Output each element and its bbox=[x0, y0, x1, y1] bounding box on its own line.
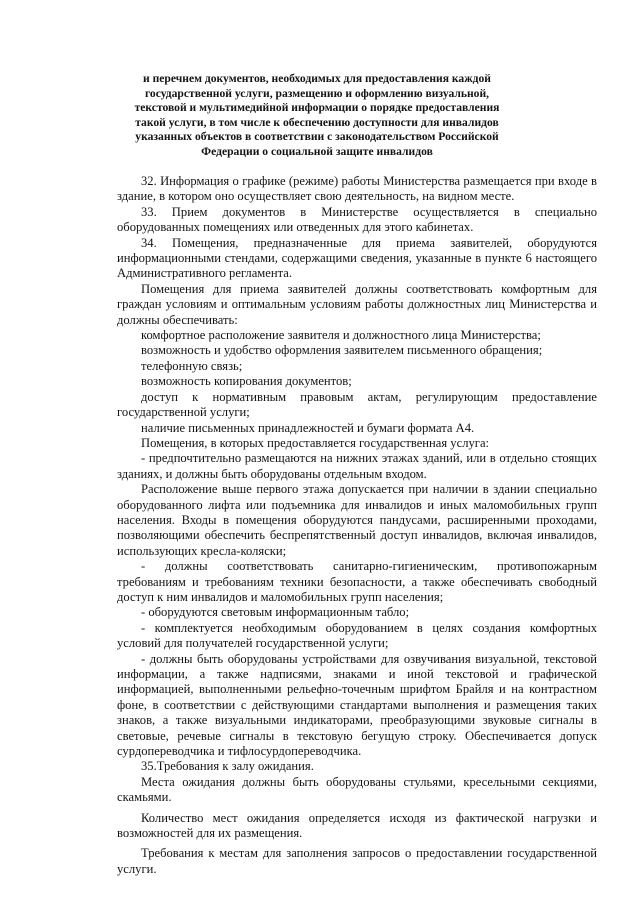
list-item: - оборудуются световым информационным табло; bbox=[141, 605, 410, 620]
list-item: возможность и удобство оформления заявителем письменного обращения; bbox=[141, 343, 543, 358]
list-item: - должны соответствовать санитарно-гигиеническим, противопожарным требованиям и требованиям техники безопасности, а также обеспечивать свободный доступ к ним инвалидов и маломобильных групп населения; bbox=[117, 559, 597, 604]
list-item: возможность копирования документов; bbox=[141, 374, 352, 389]
paragraph-33: 33. Прием документов в Министерстве осуществляется в специально оборудованных помещениях или отведенных для этого кабинетах. bbox=[117, 204, 597, 235]
paragraph-service-premises: Помещения, в которых предоставляется государственная услуга: bbox=[141, 435, 490, 450]
list-item: - предпочтительно размещаются на нижних этажах зданий, или в отдельно стоящих зданиях, и должны быть оборудованы отдельным входом. bbox=[117, 451, 597, 481]
paragraph-32: 32. Информация о графике (режиме) работы Министерства размещается при входе в здание, в котором оно осуществляет свою деятельность, на видном месте. bbox=[117, 174, 597, 204]
paragraph-request-places: Требования к местам для заполнения запросов о предоставлении государственной услуги. bbox=[117, 846, 597, 876]
section-heading: и перечнем документов, необходимых для предоставления каждой государственной услуги, размещению и оформлению визуальной, текстовой и мультимедийной информации о порядке предоставления такой услуги, в том числе к обеспечению доступности для инвалидов указанных объектов в соответствии с законодательством Российской Федерации о социальной защите инвалидов bbox=[134, 72, 500, 158]
paragraph-premises-requirements: Помещения для приема заявителей должны соответствовать комфортным для граждан условиям и оптимальным условиям работы должностных лиц Министерства и должны обеспечивать: bbox=[117, 281, 597, 327]
list-item: - комплектуется необходимым оборудованием в целях создания комфортных условий для получателей государственной услуги; bbox=[117, 620, 597, 651]
paragraph-waiting-seats: Места ожидания должны быть оборудованы стульями, кресельными секциями, скамьями. bbox=[117, 774, 597, 805]
list-item: комфортное расположение заявителя и должностного лица Министерства; bbox=[141, 328, 541, 343]
paragraph-waiting-count: Количество мест ожидания определяется исходя из фактической нагрузки и возможностей для их размещения. bbox=[117, 810, 597, 841]
list-item: доступ к нормативным правовым актам, регулирующим предоставление государственной услуги; bbox=[117, 389, 597, 420]
paragraph-accessibility: Расположение выше первого этажа допускается при наличии в здании специально оборудованного лифта или подъемника для инвалидов и иных маломобильных групп населения. Входы в помещения оборудуются пандусами, расширенными проходами, позволяющими обеспечить беспрепятственный доступ инвалидов, включая инвалидов, использующих кресла-коляски; bbox=[117, 482, 597, 558]
paragraph-34: 34. Помещения, предназначенные для приема заявителей, оборудуются информационными стендами, содержащими сведения, указанные в пункте 6 настоящего Административного регламента. bbox=[117, 235, 597, 281]
paragraph-35: 35.Требования к залу ожидания. bbox=[141, 759, 314, 774]
list-item: наличие письменных принадлежностей и бумаги формата А4. bbox=[141, 420, 475, 435]
list-item: - должны быть оборудованы устройствами для озвучивания визуальной, текстовой информации, а также надписями, знаками и иной текстовой и графической информацией, выполненными рельефно-точечным шрифтом Брайля и на контрастном фоне, в соответствии с действующими стандартами выполнения и размещения таких знаков, а также визуальными индикаторами, преобразующими звуковые сигналы в световые, речевые сигналы в текстовую бегущую строку. Обеспечивается допуск сурдопереводчика и тифлосурдопереводчика. bbox=[117, 651, 597, 759]
list-item: телефонную связь; bbox=[141, 358, 243, 373]
document-body bbox=[117, 174, 597, 877]
